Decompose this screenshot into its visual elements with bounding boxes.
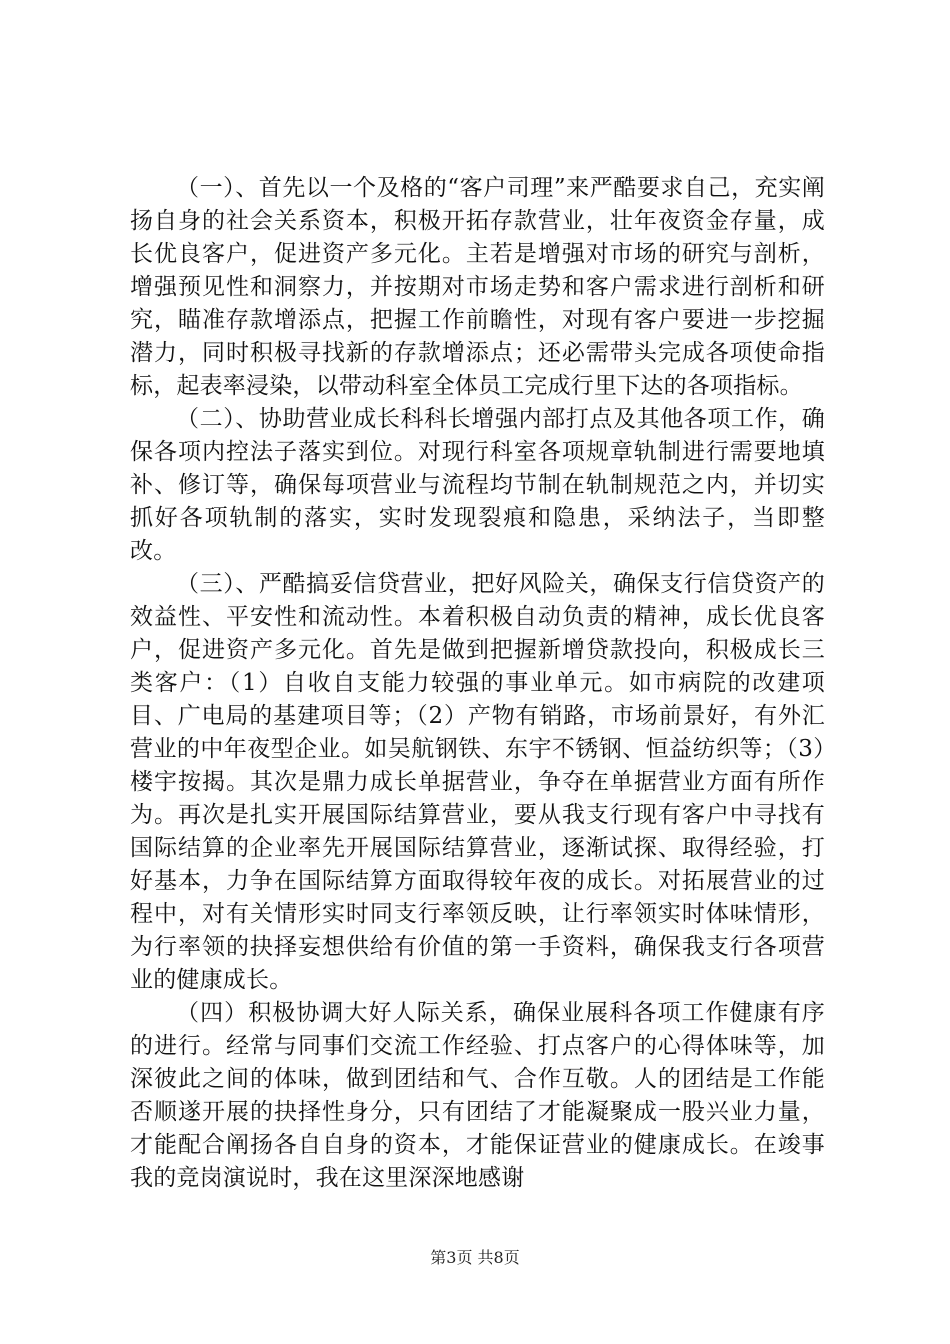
paragraph-2: （二）、协助营业成长科科长增强内部打点及其他各项工作，确保各项内控法子落实到位。对现行科室各项规章轨制进行需要地填补、修订等，确保每项营业与流程均节制在轨制规范之内，并切实抓好各项轨制的落实，实时发现裂痕和隐患，采纳法子，当即整改。 <box>130 406 825 564</box>
paragraph-3: （三）、严酷搞妥信贷营业，把好风险关，确保支行信贷资产的效益性、平安性和流动性。本着积极自动负责的精神，成长优良客户，促进资产多元化。首先是做到把握新增贷款投向，积极成长三类客户：（1）自收自支能力较强的事业单元。如市病院的改建项目、广电局的基建项目等；（2）产物有销路，市场前景好，有外汇营业的中年夜型企业。如吴航钢铁、东宇不锈钢、恒益纺织等；（3）楼宇按揭。其次是鼎力成长单据营业，争夺在单据营业方面有所作为。再次是扎实开展国际结算营业，要从我支行现有客户中寻找有国际结算的企业率先开展国际结算营业，逐渐试探、取得经验，打好基本，力争在国际结算方面取得较年夜的成长。对拓展营业的过程中，对有关情形实时同支行率领反映，让行率领实时体味情形，为行率领的抉择妄想供给有价值的第一手资料，确保我支行各项营业的健康成长。 <box>130 571 825 993</box>
paragraph-1: （一）、首先以一个及格的“客户司理”来严酷要求自己，充实阐扬自身的社会关系资本，积极开拓存款营业，壮年夜资金存量，成长优良客户，促进资产多元化。主若是增强对市场的研究与剖析，增强预见性和洞察力，并按期对市场走势和客户需求进行剖析和研究，瞄准存款增添点，把握工作前瞻性，对现有客户要进一步挖掘潜力，同时积极寻找新的存款增添点；还必需带头完成各项使命指标，起表率浸染，以带动科室全体员工完成行里下达的各项指标。 <box>130 175 825 399</box>
paragraph-4: （四）积极协调大好人际关系，确保业展科各项工作健康有序的进行。经常与同事们交流工作经验、打点客户的心得体味等，加深彼此之间的体味，做到团结和气、合作互敬。人的团结是工作能否顺遂开展的抉择性身分，只有团结了才能凝聚成一股兴业力量，才能配合阐扬各自自身的资本，才能保证营业的健康成长。在竣事我的竞岗演说时，我在这里深深地感谢 <box>130 1000 825 1191</box>
document-body <box>130 172 825 1195</box>
page-footer: 第3页 共8页 <box>430 1248 520 1267</box>
